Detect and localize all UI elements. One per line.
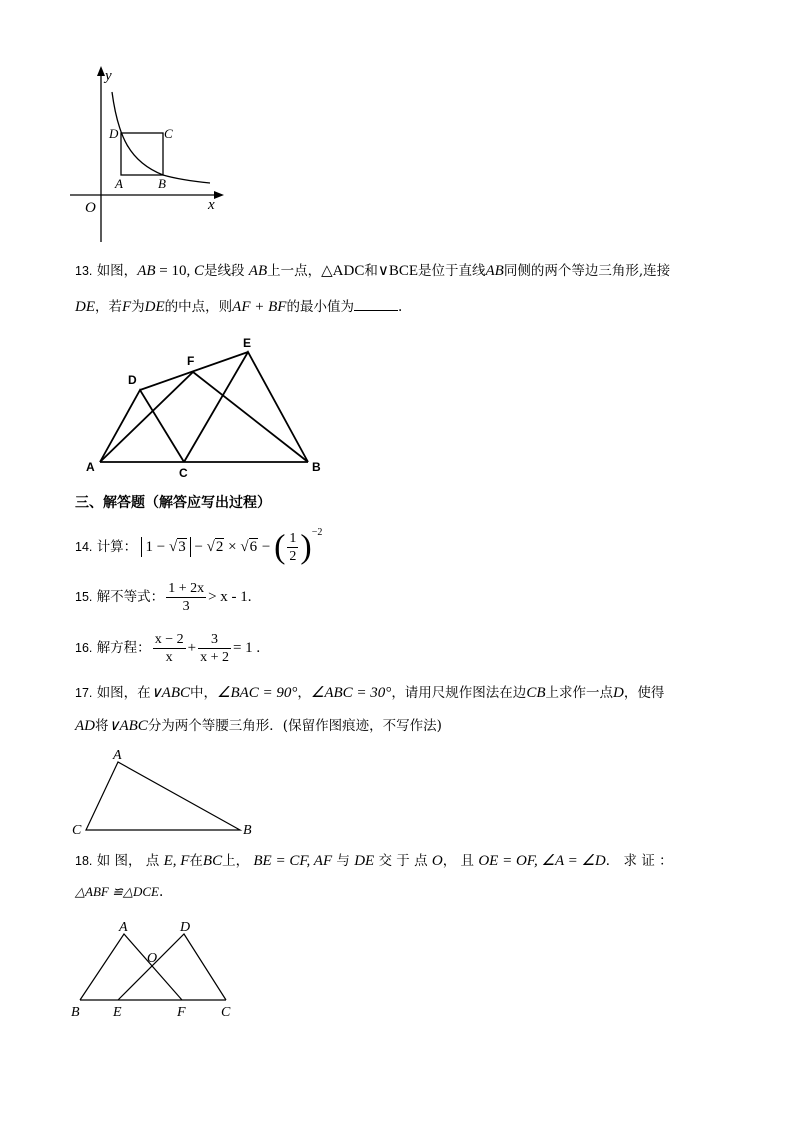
text: 与 [336,853,350,869]
label-o: O [147,951,158,966]
x-axis-arrow [214,191,224,199]
text: 如图， [96,263,138,279]
math: ∠ABC = 30° [310,685,392,701]
text: 解不等式： [96,589,165,605]
paren-close: ) [300,528,312,566]
section-heading: 三、解答题（解答应写出过程） [75,495,271,511]
fraction [153,631,186,666]
answer-blank[interactable] [354,298,398,311]
math: OE = OF, ∠A = ∠D [478,853,606,869]
text: 上求作一点 [545,685,613,701]
numerator: 1 [289,531,297,546]
denominator: 3 [182,599,190,614]
label-a: A [113,748,122,763]
text: 如 图， 点 [96,853,160,869]
question-number: 18. [75,854,93,868]
label-f: F [187,354,195,368]
label-b: B [158,176,166,191]
question-14 [75,527,323,566]
math: ∠BAC = 90° [217,685,298,701]
label-b: B [71,1005,80,1020]
text: 将 [95,718,109,734]
text: . [397,299,403,315]
absolute-value: 1 − √3 [141,537,190,557]
math: AF + BF [232,299,287,315]
text: 计算： [96,539,138,555]
math: D [612,685,624,701]
label-x: x [208,197,215,213]
text: ， 且 [442,853,475,869]
label-y: y [105,68,112,84]
text: ，请用尺规作图法在边 [391,685,527,701]
figure-q12 [60,62,240,247]
hyperbola-curve [112,92,210,183]
math: + [187,640,197,656]
numerator: 3 [198,631,231,649]
math: ∨ABC [150,685,190,701]
math: 1 − [145,539,169,555]
label-origin: O [85,200,96,216]
label-e: E [113,1005,122,1020]
math: 6 [249,539,258,555]
question-number: 17. [75,686,93,700]
exponent: −2 [311,527,323,538]
text: 上一点， [267,263,322,279]
math: AB [485,263,504,279]
math: CB [526,685,546,701]
math: √2 [206,539,224,555]
fraction [198,631,231,666]
label-f: F [177,1005,186,1020]
math: AD [75,718,95,734]
math: E, F [163,853,190,869]
math: 3 [178,539,186,555]
math: = 1 . [232,640,261,656]
text: 分为两个等腰三角形．(保留作图痕迹，不写作法) [147,718,442,734]
label-a: A [115,176,123,191]
label-d: D [180,920,191,935]
text: 在 [189,853,203,869]
math: DE [75,299,95,315]
math: DE [354,853,375,869]
text: ，若 [95,299,122,315]
math: AB [248,263,268,279]
math: 2 [215,539,224,555]
math: = 10, [155,263,194,279]
fraction [287,530,298,565]
question-17-line2 [75,717,442,735]
question-17-line1 [75,684,664,702]
text: 是位于直线 [418,263,486,279]
math: √6 [240,539,258,555]
label-b: B [243,823,252,838]
label-c: C [221,1005,231,1020]
question-number: 14. [75,540,93,554]
figure-q13 [80,334,330,484]
denominator: x + 2 [200,650,229,665]
text: 中， [190,685,217,701]
label-e: E [243,336,252,350]
question-16 [75,631,260,666]
triangle-dec [118,934,226,1000]
math: F [122,299,132,315]
label-d: D [109,126,119,141]
text: ，使得 [623,685,665,701]
denominator: 2 [289,549,297,564]
question-15 [75,580,252,615]
label-c: C [72,823,82,838]
math: − [190,539,207,555]
text: 为 [131,299,145,315]
label-d: D [128,373,137,387]
math: BC [202,853,223,869]
label-c: C [179,466,188,480]
text: 的最小值为 [286,299,354,315]
triangle-adc [100,390,184,462]
text: 如图，在 [96,685,151,701]
paren-open: ( [274,528,286,566]
y-axis-arrow [97,66,105,76]
question-13-line2 [75,298,402,316]
question-number: 16. [75,641,93,655]
fraction [166,580,206,615]
denominator: x [165,650,173,665]
label-a: A [119,920,128,935]
text: . [158,884,164,900]
numerator: x − 2 [154,632,184,647]
math: ∨BCE [377,263,418,279]
math: DE [144,299,165,315]
math: − [258,539,275,555]
question-number: 13. [75,264,93,278]
square-abcd [121,133,163,175]
text: 同侧的两个等边三角形,连接 [503,263,671,279]
math: ∨ABC [108,718,148,734]
triangle-abf [80,934,182,1000]
question-18-line2 [75,883,163,901]
math: △ABF ≌△DCE [75,884,159,899]
text: ， [297,685,311,701]
text: ． 求 证 ： [605,853,673,869]
math: > x - 1. [208,589,252,605]
label-a: A [86,460,95,474]
figure-q17 [68,744,268,840]
question-18-line1 [75,852,673,870]
math: △ADC [321,263,365,279]
math: C [193,263,204,279]
text: 交 于 点 [378,853,428,869]
math: O [431,853,443,869]
label-b: B [312,460,321,474]
label-c: C [164,126,173,141]
question-13-line1 [75,262,670,280]
text: 的中点，则 [164,299,233,315]
text: 解方程： [96,640,151,656]
triangle-abc [86,762,240,830]
question-number: 15. [75,590,93,604]
math: AB [137,263,156,279]
math: BE = CF, AF [253,853,333,869]
segment-af [100,372,193,462]
numerator: 1 + 2x [168,581,205,596]
math: × [224,539,241,555]
text: 是线段 [204,263,245,279]
text: 上， [222,853,250,869]
text: 和 [364,263,378,279]
figure-q18 [66,916,246,1020]
